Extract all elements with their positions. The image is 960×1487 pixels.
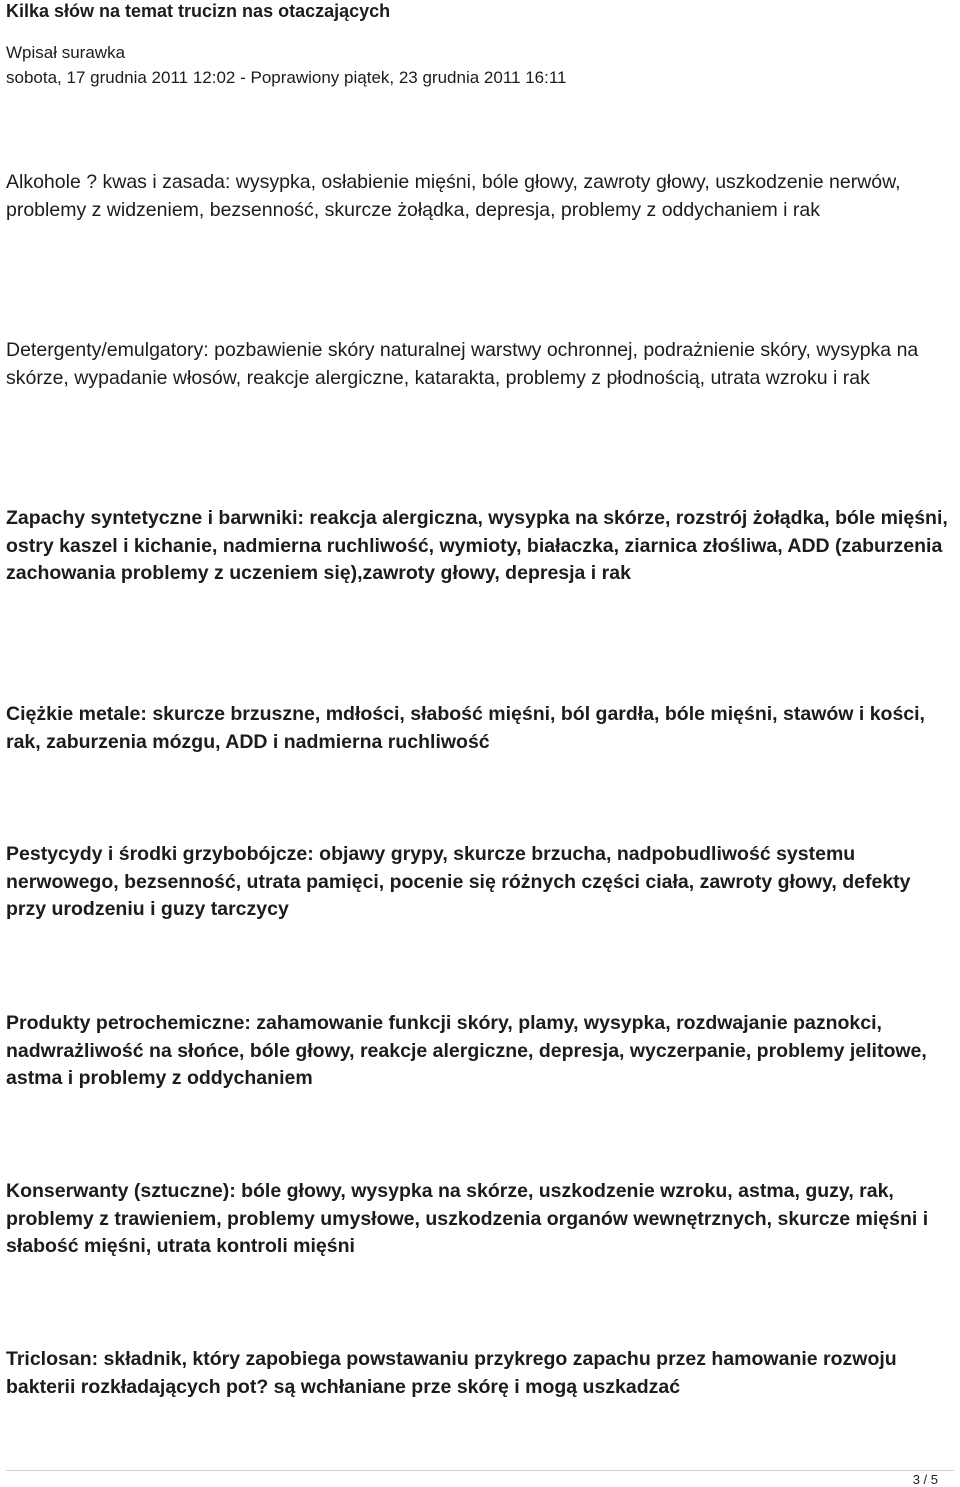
article-header [6, 0, 954, 89]
paragraph-metale: Ciężkie metale: skurcze brzuszne, mdłości, słabość mięśni, ból gardła, bóle mięśni, stawów i kości, rak, zaburzenia mózgu, ADD i nadmierna ruchliwość [6, 703, 925, 753]
article-title: Kilka słów na temat trucizn nas otaczających [6, 1, 391, 21]
paragraph-triclosan: Triclosan: składnik, który zapobiega powstawaniu przykrego zapachu przez hamowanie rozwoju bakterii rozkładających pot? są wchłaniane prze skórę i mogą uszkadzać [6, 1348, 897, 1398]
paragraph-alkohole: Alkohole ? kwas i zasada: wysypka, osłabienie mięśni, bóle głowy, zawroty głowy, uszkodzenie nerwów, problemy z widzeniem, bezsenność, skurcze żołądka, depresja, problemy z oddychaniem i rak [6, 171, 901, 221]
paragraph-konserwanty: Konserwanty (sztuczne): bóle głowy, wysypka na skórze, uszkodzenie wzroku, astma, guzy, rak, problemy z trawieniem, problemy umysłowe, uszkodzenia organów wewnętrznych, skurcze mięśni i słabość mięśni, utrata kontroli mięśni [6, 1180, 929, 1257]
paragraph-detergenty: Detergenty/emulgatory: pozbawienie skóry naturalnej warstwy ochronnej, podrażnienie skóry, wysypka na skórze, wypadanie włosów, reakcje alergiczne, katarakta, problemy z płodnością, utrata wzroku i rak [6, 339, 919, 389]
article-dates: sobota, 17 grudnia 2011 12:02 - Poprawiony piątek, 23 grudnia 2011 16:11 [6, 68, 567, 87]
page-number: 3 / 5 [912, 1472, 938, 1487]
article-author: Wpisał surawka [6, 43, 126, 62]
paragraph-petrochemiczne: Produkty petrochemiczne: zahamowanie funkcji skóry, plamy, wysypka, rozdwajanie paznokci, nadwrażliwość na słońce, bóle głowy, reakcje alergiczne, depresja, wyczerpanie, problemy jelitowe, astma i problemy z oddychaniem [6, 1012, 927, 1089]
paragraph-pestycydy: Pestycydy i środki grzybobójcze: objawy grypy, skurcze brzucha, nadpobudliwość systemu nerwowego, bezsenność, utrata pamięci, pocenie się różnych części ciała, zawroty głowy, defekty przy urodzeniu i guzy tarczycy [6, 843, 911, 920]
footer-divider [6, 1470, 954, 1471]
paragraph-zapachy: Zapachy syntetyczne i barwniki: reakcja alergiczna, wysypka na skórze, rozstrój żołądka, bóle mięśni, ostry kaszel i kichanie, nadmierna ruchliwość, wymioty, białaczka, ziarnica złośliwa, ADD (zaburzenia zachowania problemy z uczeniem się),zawroty głowy, depresja i rak [6, 507, 948, 584]
